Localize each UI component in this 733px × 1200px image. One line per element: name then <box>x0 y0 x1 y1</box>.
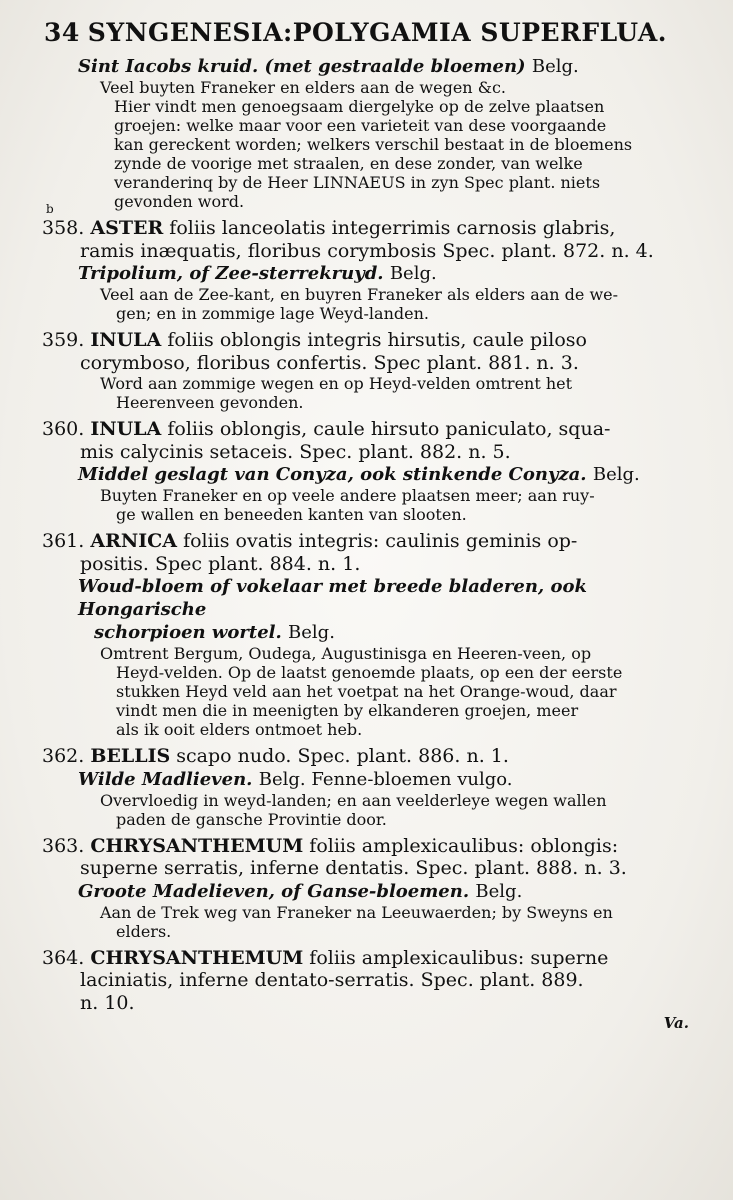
diagnosis-text: scapo nudo. Spec. plant. 886. n. 1. <box>176 745 509 767</box>
note-line: Buyten Franeker en op veele andere plaatsen meer; aan ruy- <box>100 486 595 505</box>
entry-number: 361. <box>42 530 85 552</box>
species-entry <box>42 946 693 1015</box>
diagnosis-text: ramis inæquatis, floribus corymbosis Spec. plant. 872. n. 4. <box>80 239 654 262</box>
habitat-note <box>50 791 693 829</box>
genus-name: ASTER <box>90 217 164 239</box>
species-entry <box>42 329 693 412</box>
latin-description-line <box>50 352 693 375</box>
note-line: Veel aan de Zee-kant, en buyren Franeker als elders aan de we- <box>100 285 619 304</box>
latin-description-line <box>50 992 693 1015</box>
genus-name: CHRYSANTHEMUM <box>90 946 304 969</box>
entry-number: 363. <box>42 834 85 857</box>
page-number: 34 <box>44 18 80 47</box>
note-line: gevonden word. <box>114 192 245 211</box>
habitat-note <box>50 486 693 524</box>
diagnosis-text: superne serratis, inferne dentatis. Spec. plant. 888. n. 3. <box>80 857 627 879</box>
note-line: veranderinq by de Heer LINNAEUS in zyn Spec plant. niets <box>114 173 601 192</box>
note-line: Word aan zommige wegen en op Heyd-velden omtrent het <box>100 374 573 393</box>
diagnosis-text: mis calycinis setaceis. Spec. plant. 882. n. 5. <box>80 440 511 463</box>
habitat-note <box>50 644 693 739</box>
diagnosis-text: foliis amplexicaulibus: superne <box>309 946 609 969</box>
habitat-note <box>50 903 693 941</box>
note-line: Hier vindt men genoegsaam diergelyke op de zelve plaatsen <box>114 97 605 116</box>
note-line: als ik ooit elders ontmoet heb. <box>116 720 363 739</box>
common-name <box>50 262 693 285</box>
latin-description-line <box>42 329 693 352</box>
note-line: stukken Heyd veld aan het voetpat na het Orange-woud, daar <box>116 682 617 701</box>
note-line: groejen: welke maar voor een varieteit van dese voorgaande <box>114 116 607 135</box>
language-tag: Belg. <box>288 622 335 643</box>
vernacular-name: Groote Madelieven, of Ganse-bloemen. <box>78 880 470 902</box>
species-entry <box>42 530 693 739</box>
margin-mark: b <box>46 202 54 216</box>
vernacular-name: Woud-bloem of vokelaar met breede bladeren, ook Hongarische <box>78 576 587 620</box>
species-entry <box>42 418 693 524</box>
entry-number: 359. <box>42 329 85 351</box>
entry-number: 360. <box>42 418 85 440</box>
note-line: Heyd-velden. Op de laatst genoemde plaats, op een der eerste <box>116 663 623 682</box>
habitat-note <box>50 78 693 211</box>
note-line: zynde de voorige met straalen, en dese zonder, van welke <box>114 154 583 173</box>
latin-description-line <box>42 835 693 858</box>
vernacular-name: Tripolium, of Zee-sterrekruyd. <box>78 263 384 284</box>
vernacular-name: Wilde Madlieven. <box>78 768 253 790</box>
diagnosis-text: foliis amplexicaulibus: oblongis: <box>309 834 619 857</box>
note-line: Overvloedig in weyd-landen; en aan veelderleye wegen wallen <box>100 790 607 810</box>
diagnosis-text: laciniatis, inferne dentato-serratis. Spec. plant. 889. <box>80 969 584 991</box>
diagnosis-text: foliis lanceolatis integerrimis carnosis glabris, <box>169 217 616 239</box>
vernacular-name: schorpioen wortel. <box>94 622 282 643</box>
species-entries <box>42 217 693 1014</box>
genus-name: INULA <box>90 329 162 351</box>
note-line: Omtrent Bergum, Oudega, Augustinisga en Heeren-veen, op <box>100 644 592 663</box>
entry-number: 362. <box>42 745 85 767</box>
latin-description-line <box>42 418 693 441</box>
common-name: Sint Iacobs kruid. (met gestraalde bloemen) Belg. <box>78 56 579 77</box>
common-name <box>50 880 693 903</box>
language-tag: Belg. <box>475 880 523 902</box>
diagnosis-text: corymboso, floribus confertis. Spec plant. 881. n. 3. <box>80 351 579 374</box>
common-name <box>50 463 693 486</box>
species-entry <box>42 745 693 829</box>
latin-description-line <box>42 745 693 768</box>
note-line: gen; en in zommige lage Weyd-landen. <box>116 304 429 323</box>
common-name <box>50 768 693 791</box>
entry-number: 358. <box>42 217 85 239</box>
running-title: SYNGENESIA:POLYGAMIA SUPERFLUA. <box>87 18 667 47</box>
latin-description-line <box>50 441 693 464</box>
habitat-note <box>50 374 693 412</box>
latin-description-line <box>42 530 693 553</box>
language-tag: Belg. <box>389 263 437 284</box>
latin-description-line <box>50 969 693 992</box>
species-entry <box>42 217 693 323</box>
vernacular-name: Middel geslagt van Conyza, ook stinkende Conyza. <box>78 464 587 485</box>
catchword: Va. <box>663 1014 689 1032</box>
genus-name: ARNICA <box>90 530 178 552</box>
genus-name: CHRYSANTHEMUM <box>90 834 304 857</box>
note-line: Heerenveen gevonden. <box>116 393 304 412</box>
note-line: Aan de Trek weg van Franeker na Leeuwaerden; by Sweyns en <box>100 902 613 922</box>
language-tag: Belg. Fenne-bloemen vulgo. <box>258 768 513 790</box>
diagnosis-text: foliis oblongis integris hirsutis, caule piloso <box>167 329 587 351</box>
latin-description-line <box>42 217 693 240</box>
note-line: kan gereckent worden; welkers verschil bestaat in de bloemens <box>114 135 633 154</box>
diagnosis-text: foliis ovatis integris: caulinis geminis op- <box>183 530 578 552</box>
entry-number: 364. <box>42 946 85 969</box>
habitat-note <box>50 285 693 323</box>
latin-description-line <box>50 553 693 576</box>
genus-name: BELLIS <box>90 745 171 767</box>
species-entry <box>42 834 693 941</box>
latin-description-line <box>50 857 693 880</box>
genus-name: INULA <box>90 418 162 440</box>
note-line: Veel buyten Franeker en elders aan de wegen &c. <box>100 78 506 97</box>
common-name <box>50 575 693 621</box>
note-line: paden de gansche Provintie door. <box>116 809 387 829</box>
common-name-continued <box>50 621 693 644</box>
language-tag: Belg. <box>592 464 640 485</box>
note-line: elders. <box>116 921 172 941</box>
latin-description-line <box>42 947 693 970</box>
diagnosis-text: positis. Spec plant. 884. n. 1. <box>80 552 361 575</box>
note-line: vindt men die in meenigten by elkanderen groejen, meer <box>116 701 579 720</box>
diagnosis-text: n. 10. <box>80 991 135 1014</box>
diagnosis-text: foliis oblongis, caule hirsuto paniculato, squa- <box>167 418 611 440</box>
page-header <box>44 18 693 47</box>
continuation-block <box>46 55 693 216</box>
latin-description-line <box>50 240 693 263</box>
note-line: ge wallen en beneeden kanten van slooten. <box>116 505 467 524</box>
